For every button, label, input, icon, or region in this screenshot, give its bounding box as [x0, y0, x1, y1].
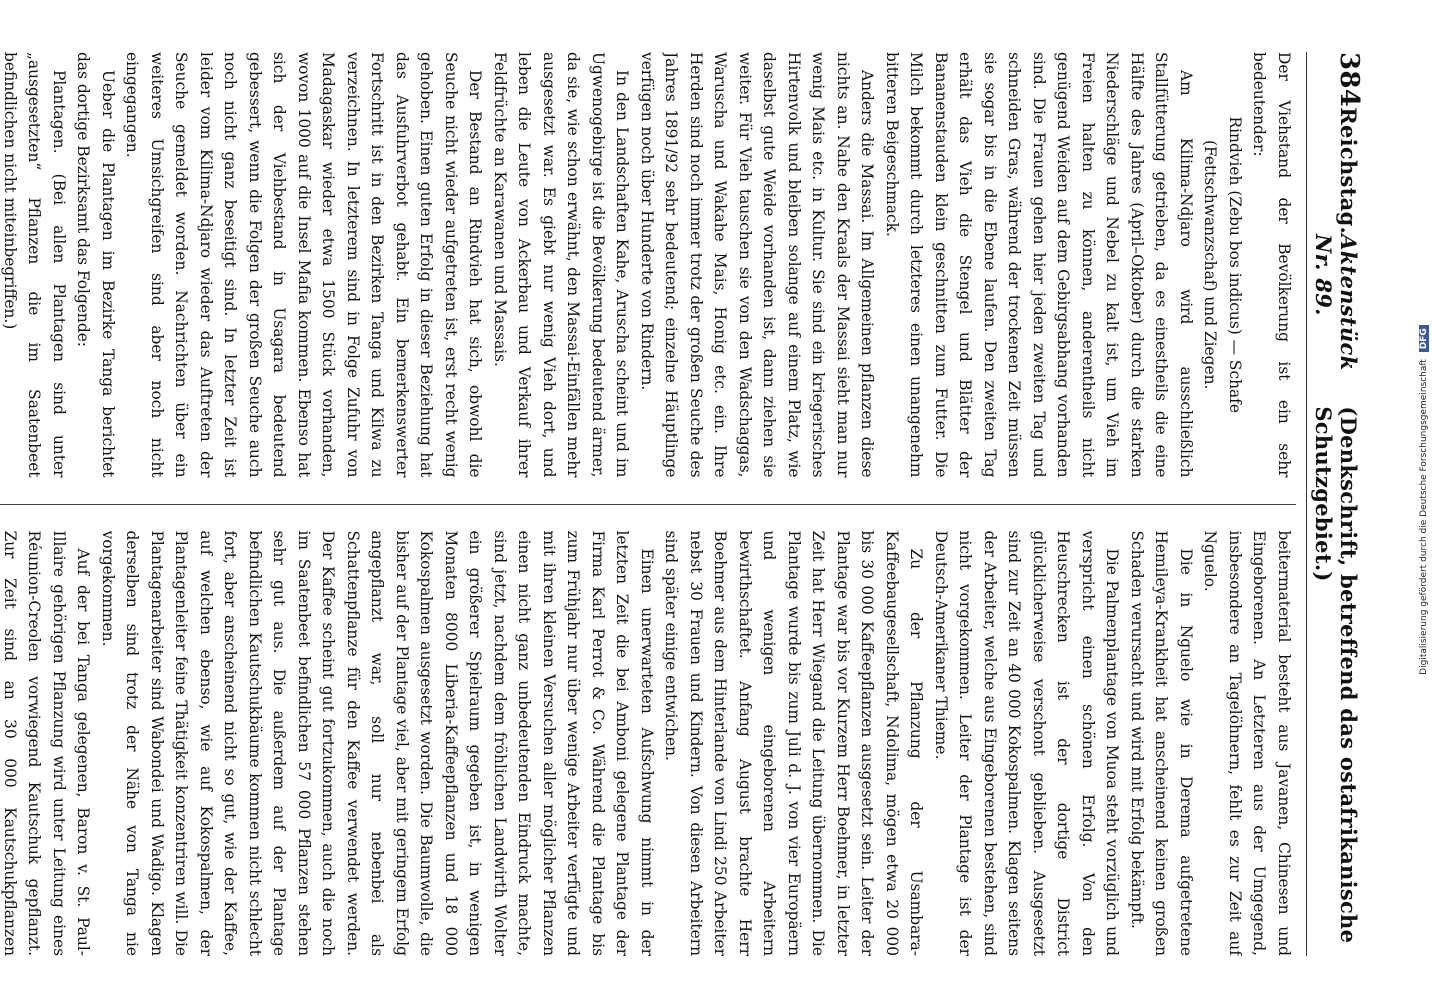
paragraph: Der Viehstand der Bevölkerung ist ein sehr bedeutender:: [1250, 52, 1293, 478]
text-columns: [0, 52, 1296, 956]
header-left: Reichstag.: [1336, 107, 1361, 235]
paragraph: Rindvieh (Zebu bos indicus) — Schafe (Fettschwanzschaf) und Ziegen.: [1201, 116, 1244, 413]
header-center: Aktenstück Nr. 89.: [1311, 234, 1361, 371]
header-right: (Denkschrift, betreffend das ostafrikanische Schutzgebiet.): [1311, 406, 1361, 944]
digitization-credit-text: [1419, 150, 1429, 850]
dfg-logo: DFG: [1419, 325, 1429, 352]
paragraph: beitermaterial besteht aus Javanen, Chinesen und Eingeborenen. An Letzteren aus der Umgegend, insbesondere an Tagelöhnern, fehlt es zur Zeit auf Nguelo.: [1201, 530, 1293, 956]
paragraph: Ueber die Plantagen im Bezirke Tanga berichtet das dortige Bezirksamt das Folgende:: [74, 52, 117, 478]
paragraph: Der Bestand an Rindvieh hat sich, obwohl die Seuche nicht wieder aufgetreten ist, erst recht wenig gehoben. Einen guten Erfolg in dieser Beziehung hat das Ausfuhrverbot gehabt. Ein bemerkenswerter Fortschritt ist in den Bezirken Tanga und Kilwa zu verzeichnen. In letzterem sind in Folge Zufuhr von Madagaskar wieder etwa 1500 Stück vorhanden, wovon 1000 auf die Insel Mafia kommen. Ebenso hat sich der Viehbestand in Usagara bedeutend gebessert, wenn die Folgen der großen Seuche auch noch nicht ganz beseitigt sind. In letzter Zeit ist leider vom Kilima-Ndjaro wieder das Auftreten der Seuche gemeldet worden. Nachrichten über ein weiteres Umsichgreifen sind aber noch nicht eingegangen.: [123, 52, 485, 478]
paragraph: Auf der bei Tanga gelegenen, Baron v. St. Paul-Illaire gehörigen Pflanzung wird unter Leitung eines Réunion-Creolen vorwiegend Kautschuk gepflanzt. Zur Zeit sind an 30 000 Kautschukpflanzen: [1, 530, 93, 956]
page-header: [1306, 52, 1364, 956]
left-column: [0, 52, 1296, 478]
paragraph: Am Kilima-Ndjaro wird ausschließlich Stallfütterung getrieben, da es einestheils die eine Hälfte des Jahres (April–Oktober) durch die starken Niederschläge und Nebel zu kalt ist, um Vieh im Freien halten zu können, anderentheils nicht genügend Weiden auf dem Gebirgsabhang vorhanden sind. Die Frauen gehen hier jeden zweiten Tag und schneiden Gras, während der trockenen Zeit müssen sie sogar bis in die Ebene laufen. Den zweiten Tag erhält das Vieh die Stengel und Blätter der Bananenstauden klein geschnitten zum Futter. Die Milch bekommt durch letzteres einen unangenehm bitteren Beigeschmack.: [883, 52, 1195, 478]
paragraph: Plantagen. (Bei allen Plantagen sind unter „ausgesetzten“ Pflanzen die im Saatenbeet befindlichen nicht miteinbegriffen.): [1, 52, 68, 478]
paragraph: Zu der Pflanzung der Usambara-Kaffeebaugesellschaft, Ndolima, mögen etwa 20 000 bis 30 000 Kaffeepflanzen ausgesetzt sein. Leiter der Plantage war bis vor Kurzem Herr Boehmer, in letzter Zeit hat Herr Wiegand die Leitung übernommen. Die Plantage wurde bis zum Juli d. J. von vier Europäern und wenigen eingeborenen Arbeitern bewirthschaftet. Anfang August brachte Herr Boehmer aus dem Hinterlande von Lindi 250 Arbeiter nebst 30 Frauen und Kindern. Von diesen Arbeitern sind später einige entwichen.: [662, 530, 926, 956]
column-divider: [0, 504, 1296, 505]
paragraph: Die in Nguelo wie in Derema aufgetretene Hemileya-Krankheit hat anscheinend keinen großen Schaden verursacht und wird mit Erfolg bekämpft.: [1128, 530, 1195, 956]
paragraph: Anders die Massai. Im Allgemeinen pflanzen diese nichts an. Nahe den Kraals der Massai sieht man nur wenig Mais etc. in Kultur. Sie sind ein kriegerisches Hirtenvolk und bleiben solange auf einem Platz, wie daselbst gute Weide vorhanden ist, dann ziehen sie weiter. Für Vieh tauschen sie von den Wadschaggas, Waruscha und Wakahe Mais, Honig etc. ein. Ihre Herden sind noch immer trotz der großen Seuche des Jahres 1891/92 sehr bedeutend; einzelne Häuptlinge verfügen noch über Hunderte von Rindern.: [638, 52, 877, 478]
credit-label: Digitalisierung gefördert durch die Deutsche Forschungsgemeinschaft: [1419, 359, 1429, 675]
right-column: [0, 531, 1296, 957]
digitization-credit: [1412, 0, 1432, 1000]
page-number: 384: [1334, 52, 1364, 108]
paragraph: Die Palmenplantage von Muoa steht vorzüglich und verspricht einen schönen Erfolg. Von den Heuschrecken ist der dortige District glücklicherweise verschont geblieben. Ausgesetzt sind zur Zeit an 40 000 Kokospalmen. Klagen seitens der Arbeiter, welche aus Eingeborenen bestehen, sind nicht vorgekommen. Leiter der Plantage ist der Deutsch-Amerikaner Thieme.: [932, 530, 1122, 956]
paragraph: In den Landschaften Kahe, Aruscha scheint und im Ugwenogebirge ist die Bevölkerung bedeutend ärmer, da sie, wie schon erwähnt, den Massai-Einfällen mehr ausgesetzt war. Es giebt nur wenig Vieh dort, und leben die Leute von Ackerbau und Verkauf ihrer Feldfrüchte an Karawanen und Massais.: [491, 52, 632, 478]
paragraph: Einen unerwarteten Aufschwung nimmt in der letzten Zeit die bei Amboni gelegene Plantage der Firma Karl Perrot & Co. Während die Plantage bis zum Frühjahr nur über wenige Arbeiter verfügte und mit ihren kleinen Versuchen aller möglicher Pflanzen einen nicht ganz unbedeutenden Eindruck machte, sind jetzt, nachdem dem fröhlichen Landwirth Wolter ein größerer Spielraum gegeben ist, in wenigen Monaten 8000 Liberia-Kaffeepflanzen und 18 000 Kokospalmen ausgesetzt worden. Die Baumwolle, die bisher auf der Plantage viel, aber mit geringem Erfolg angepflanzt war, soll nur nebenbei als Schattenpflanze für den Kaffee verwendet werden. Der Kaffee scheint gut fortzukommen, auch die noch im Saatenbeet befindlichen 57 000 Pflanzen stehen sehr gut aus. Die außerdem auf der Plantage befindlichen Kautschukbäume kommen nicht schlecht fort, aber anscheinend nicht so gut, wie der Kaffee, auf welchen ebenso, wie auf Kokospalmen, der Plantagenleiter feine Thätigkeit konzentriren will. Die Plantagenarbeiter sind Wabondei und Wadigo. Klagen derselben sind trotz der Nähe von Tanga nie vorgekommen.: [99, 530, 656, 956]
